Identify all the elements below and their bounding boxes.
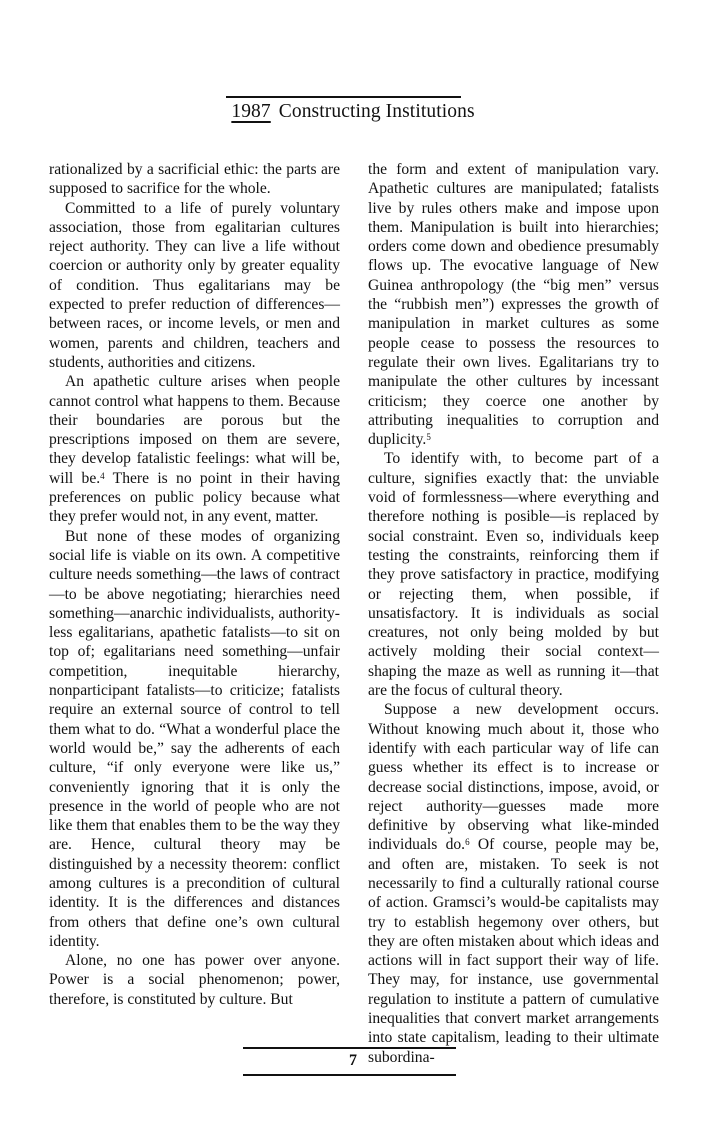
header-rule [226, 96, 461, 98]
left-paragraph-4: But none of these modes of organizing social life is viable on its own. A competitive culture needs something—the laws of contract—to be above negotiating; hierarchies need something—anarchic individualists, authority-less egalitarians, apathetic fatalists—to sit on top of; egalitarians need something—unfair competition, inequitable hierarchy, nonparticipant fatalists—to criticize; fatalists require an external source of control to tell them what to do. “What a wonderful place the world would be,” say the adherents of each culture, “if only everyone were like us,” conveniently ignoring that it is only the presence in the world of people who are not like them that enables them to be the way they are. Hence, cultural theory may be distinguished by a necessity theorem: conflict among cultures is a precondition of cultural identity. It is the differences and distances from others that define one’s own cultural identity. [49, 527, 340, 950]
footnote-ref-6: 6 [465, 837, 470, 848]
right-paragraph-1-text: the form and extent of manipulation vary. Apathetic cultures are manipulated; fatalists live by rules others make and impose upon them. Manipulation is built into hierarchies; orders come down and obedience presumably flows up. The evocative language of New Guinea anthropology (the “big men” versus the “rubbish men”) expresses the growth of manipulation in market cultures as some people cease to possess the resources to regulate their own lives. Egalitarians try to manipulate the other cultures by incessant criticism; they coerce one another by attributing inequalities to corruption and duplicity. [368, 161, 659, 449]
right-paragraph-2: To identify with, to become part of a culture, signifies exactly that: the unviable void of formlessness—where everything and therefore nothing is posible—is replaced by social constraint. Even so, individuals keep testing the constraints, reinforcing them if they prove satisfactory in practice, modifying or rejecting them, when possible, if unsatisfactory. It is individuals as social creatures, not only being molded by but actively molding their social context—shaping the maze as well as running it—that are the focus of cultural theory. [368, 450, 659, 700]
footer-rule-bottom [243, 1074, 456, 1076]
running-header [0, 101, 706, 123]
right-column [368, 160, 659, 1067]
footnote-ref-5: 5 [426, 432, 431, 443]
header-title: Constructing Institutions [278, 101, 475, 122]
left-paragraph-2: Committed to a life of purely voluntary association, those from egalitarian cultures reject authority. They can live a life without coercion or authority only by greater equality of condition. Thus egalitarians may be expected to prefer reduction of differences—between races, or income levels, or men and women, parents and children, teachers and students, authorities and citizens. [49, 199, 340, 371]
page-number: 7 [349, 1052, 357, 1069]
header-year: 1987 [231, 101, 271, 122]
left-paragraph-1: rationalized by a sacrificial ethic: the parts are supposed to sacrifice for the whole. [49, 161, 340, 198]
left-column [49, 160, 340, 1009]
left-paragraph-3 [49, 372, 340, 526]
footnote-ref-4: 4 [100, 470, 105, 481]
right-paragraph-3 [368, 700, 659, 1067]
left-paragraph-3-text-a: An apathetic culture arises when people cannot control what happens to them. Because their boundaries are porous but the prescriptions imposed on them are severe, they develop fatalistic feelings: what will be, will be. [49, 373, 340, 487]
right-paragraph-1 [368, 160, 659, 449]
right-paragraph-3-text-b: Of course, people may be, and often are, mistaken. To seek is not necessarily to find a culturally rational course of action. Gramsci’s would-be capitalists may try to establish hegemony over others, but they are often mistaken about which ideas and actions will in fact support their way of life. They may, for instance, use governmental regulation to institute a pattern of cumulative inequalities that convert market arrangements into state capitalism, leading to their ultimate subordina- [368, 836, 659, 1066]
right-paragraph-3-text-a: Suppose a new development occurs. Without knowing much about it, those who identify with each particular way of life can guess whether its effect is to increase or decrease social distinctions, impose, avoid, or reject authority—guesses made more definitive by observing what like-minded individuals do. [368, 701, 659, 854]
footer-rule-top [243, 1047, 456, 1049]
left-paragraph-5: Alone, no one has power over anyone. Power is a social phenomenon; power, therefore, is constituted by culture. But [49, 952, 340, 1008]
left-paragraph-3-text-b: There is no point in their having preferences on public policy because what they prefer would not, in any event, matter. [49, 469, 340, 526]
